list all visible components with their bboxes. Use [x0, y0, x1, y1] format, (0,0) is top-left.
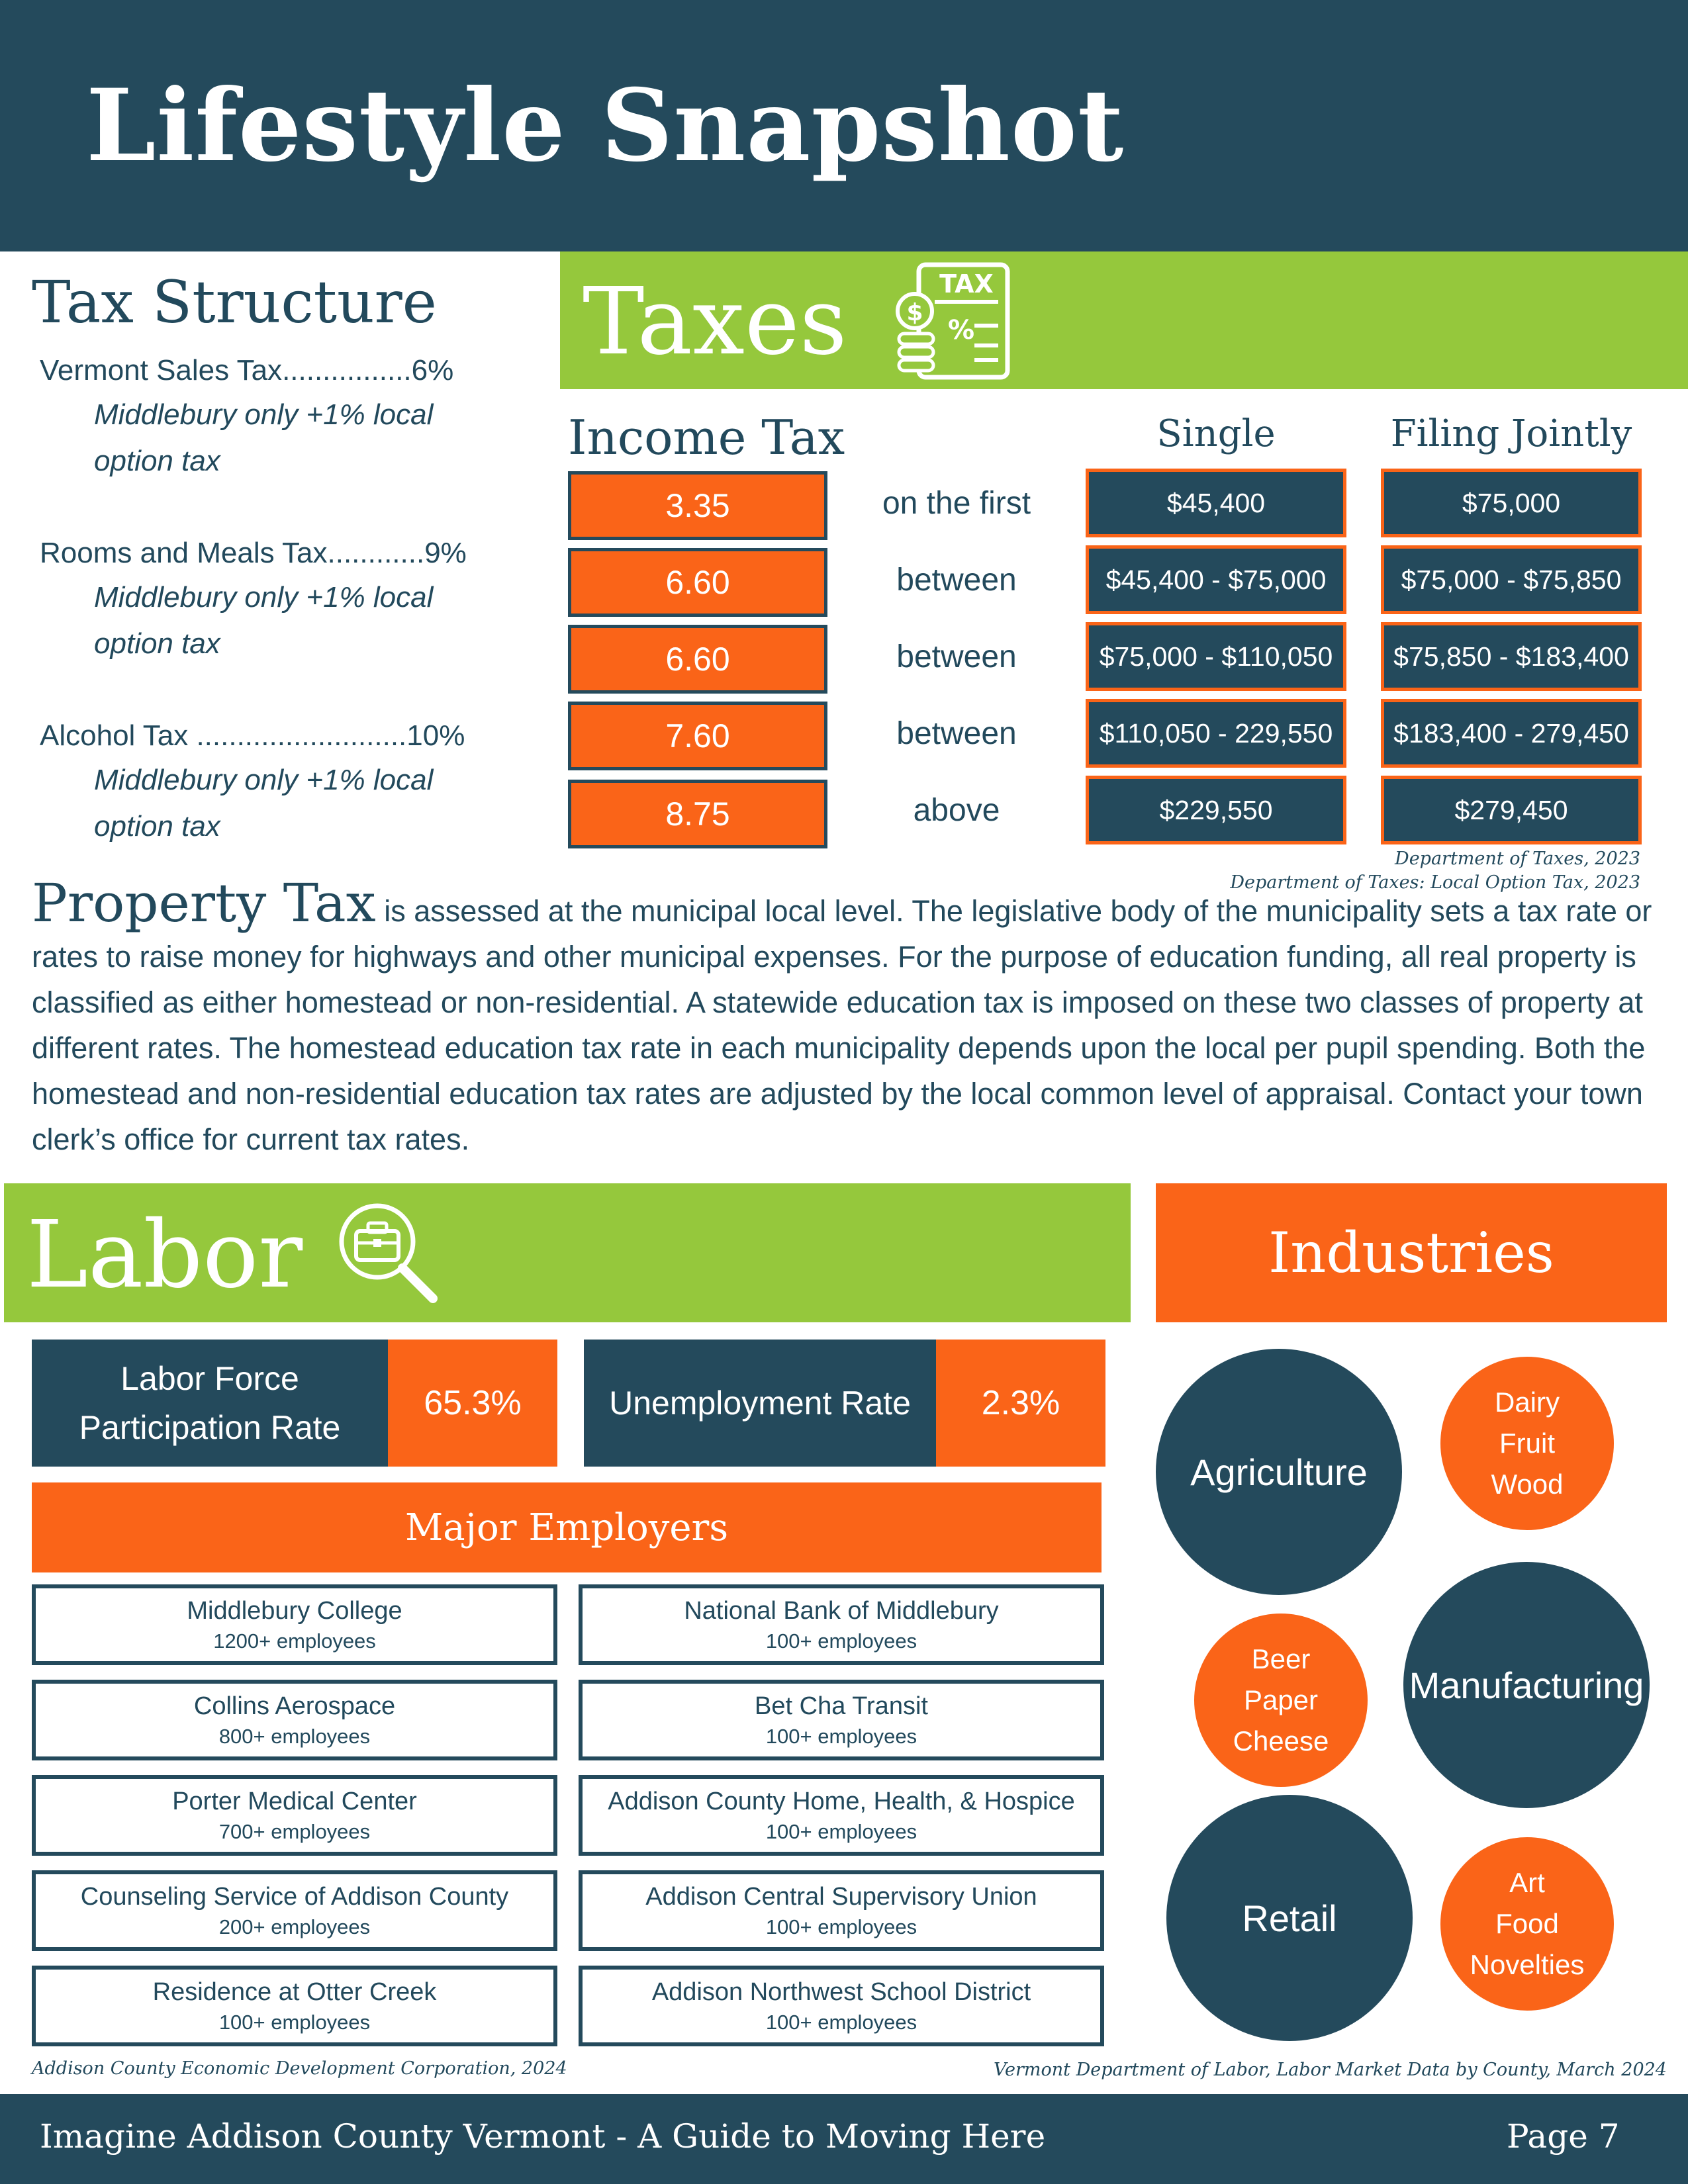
agriculture-item: Dairy: [1494, 1387, 1560, 1418]
retail-products-circle: [1440, 1837, 1614, 2011]
agriculture-circle: [1156, 1349, 1402, 1595]
employer-count: 1200+ employees: [213, 1629, 376, 1653]
sales-tax-line: [40, 352, 510, 389]
page-title: Lifestyle Snapshot: [86, 68, 1125, 184]
employer-card: [32, 1680, 557, 1760]
alcohol-tax-note-2: option tax: [94, 810, 220, 842]
unemployment-rate-label: Unemployment Rate: [584, 1340, 936, 1467]
labor-participation-label-line-2: Participation Rate: [79, 1409, 341, 1446]
manufacturing-item: Cheese: [1233, 1725, 1329, 1756]
industries-banner: Industries: [1156, 1183, 1667, 1322]
employer-card: [32, 1775, 557, 1856]
single-amount-box: $229,550: [1086, 776, 1346, 844]
employer-name: Middlebury College: [187, 1597, 402, 1625]
single-amount-box: $45,400: [1086, 469, 1346, 537]
employer-count: 100+ employees: [765, 1915, 917, 1938]
single-column-header: Single: [1156, 412, 1276, 455]
svg-text:%: %: [947, 315, 975, 345]
income-rate-box: 6.60: [568, 548, 827, 617]
alcohol-tax-value: 10%: [406, 719, 465, 752]
employer-card: [579, 1584, 1104, 1665]
major-employers-bar: Major Employers: [32, 1482, 1102, 1572]
manufacturing-item: Paper: [1243, 1684, 1319, 1715]
employer-name: Collins Aerospace: [193, 1692, 396, 1720]
employer-count: 100+ employees: [765, 1629, 917, 1653]
rooms-meals-tax-label: Rooms and Meals Tax: [40, 537, 328, 569]
employer-name: Addison County Home, Health, & Hospice: [608, 1788, 1075, 1815]
income-tax-source-1: Department of Taxes, 2023: [1395, 848, 1640, 869]
rooms-meals-tax-value: 9%: [424, 537, 467, 569]
agriculture-item: Wood: [1491, 1469, 1564, 1500]
retail-label: Retail: [1242, 1897, 1337, 1939]
agriculture-label: Agriculture: [1190, 1451, 1368, 1493]
property-tax-paragraph: [32, 872, 1667, 1162]
employer-count: 800+ employees: [218, 1725, 371, 1748]
income-tax-title: Income Tax: [568, 410, 845, 465]
income-tax-source-2: Department of Taxes: Local Option Tax, 2023: [1230, 872, 1640, 893]
labor-participation-value: 65.3%: [388, 1340, 557, 1467]
bracket-word: between: [896, 715, 1017, 751]
employer-card: [32, 1966, 557, 2046]
single-amount-box: $75,000 - $110,050: [1086, 622, 1346, 691]
income-rate-box: 8.75: [568, 780, 827, 848]
employer-card: [32, 1870, 557, 1951]
joint-amount-box: $183,400 - 279,450: [1381, 699, 1642, 768]
employer-name: Bet Cha Transit: [755, 1692, 928, 1720]
retail-item: Art: [1509, 1867, 1545, 1898]
employer-count: 100+ employees: [765, 1725, 917, 1748]
retail-circle: [1166, 1795, 1413, 2041]
employer-name: Addison Northwest School District: [651, 1978, 1031, 2006]
alcohol-tax-line: [40, 717, 510, 754]
employer-card: [579, 1680, 1104, 1760]
joint-amount-box: $75,850 - $183,400: [1381, 622, 1642, 691]
joint-column-header: Filing Jointly: [1390, 412, 1632, 455]
joint-amount-box: $75,000: [1381, 469, 1642, 537]
income-rate-box: 3.35: [568, 471, 827, 540]
unemployment-rate-value: 2.3%: [936, 1340, 1105, 1467]
labor-participation-label-line-1: Labor Force: [120, 1360, 299, 1397]
joint-amount-box: $279,450: [1381, 776, 1642, 844]
rooms-meals-tax-dots: ............: [327, 537, 425, 569]
employer-name: Residence at Otter Creek: [152, 1978, 437, 2006]
employer-card: [579, 1966, 1104, 2046]
taxes-title: Taxes: [583, 268, 847, 376]
rooms-meals-tax-note-2: option tax: [94, 627, 220, 660]
income-rate-box: 6.60: [568, 625, 827, 694]
alcohol-tax-dots: ..........................: [188, 719, 407, 752]
sales-tax-label: Vermont Sales Tax: [40, 354, 283, 387]
labor-title: Labor: [26, 1201, 303, 1309]
labor-participation-label: [32, 1340, 388, 1467]
sales-tax-note-1: Middlebury only +1% local: [94, 398, 434, 431]
single-amount-box: $45,400 - $75,000: [1086, 545, 1346, 614]
manufacturing-circle: [1403, 1562, 1650, 1808]
employer-count: 200+ employees: [218, 1915, 371, 1938]
alcohol-tax-note-1: Middlebury only +1% local: [94, 764, 434, 796]
briefcase-search-icon: [336, 1198, 442, 1310]
employer-card: [32, 1584, 557, 1665]
industries-source: Vermont Department of Labor, Labor Market Data by County, March 2024: [994, 2060, 1667, 2080]
single-amount-box: $110,050 - 229,550: [1086, 699, 1346, 768]
agriculture-item: Fruit: [1499, 1428, 1555, 1459]
sales-tax-note-2: option tax: [94, 445, 220, 477]
employer-count: 100+ employees: [218, 2011, 371, 2034]
bracket-word: between: [896, 562, 1017, 598]
footer-title: Imagine Addison County Vermont - A Guide to Moving Here: [40, 2117, 1046, 2156]
bracket-word: on the first: [882, 485, 1031, 521]
income-rate-box: 7.60: [568, 702, 827, 770]
tax-document-icon: [895, 259, 1014, 385]
employer-count: 100+ employees: [765, 2011, 917, 2034]
employer-name: Addison Central Supervisory Union: [645, 1883, 1037, 1911]
property-tax-heading: Property Tax: [32, 872, 376, 934]
bracket-word: above: [913, 792, 1000, 828]
employer-count: 700+ employees: [218, 1820, 371, 1843]
rooms-meals-tax-note-1: Middlebury only +1% local: [94, 581, 434, 614]
retail-item: Food: [1495, 1908, 1559, 1939]
bracket-word: between: [896, 639, 1017, 674]
rooms-meals-tax-line: [40, 535, 510, 572]
employer-count: 100+ employees: [765, 1820, 917, 1843]
employer-name: National Bank of Middlebury: [684, 1597, 999, 1625]
manufacturing-products-circle: [1194, 1614, 1368, 1787]
joint-amount-box: $75,000 - $75,850: [1381, 545, 1642, 614]
tax-structure-title: Tax Structure: [32, 268, 437, 336]
employer-name: Porter Medical Center: [172, 1788, 417, 1815]
sales-tax-value: 6%: [411, 354, 454, 387]
agriculture-products-circle: [1440, 1357, 1614, 1530]
svg-text:$: $: [906, 299, 923, 326]
employer-card: [579, 1870, 1104, 1951]
manufacturing-item: Beer: [1251, 1643, 1311, 1674]
sales-tax-dots: ................: [282, 354, 412, 387]
property-tax-body: is assessed at the municipal local level. The legislative body of the municipality sets a tax rate or rates to raise money for highways and other municipal expenses. For the purpose of education funding, all real property is classified as either homestead or non-residential. A statewide education tax is imposed on these two classes of property at different rates. The homestead education tax rate in each municipality depends upon the local per pupil spending. Both the homestead and non-residential education tax rates are adjusted by the local common level of appraisal. Contact your town clerk’s office for current tax rates.: [32, 894, 1652, 1156]
page-number: Page 7: [1507, 2117, 1620, 2156]
retail-item: Novelties: [1470, 1949, 1585, 1980]
labor-source: Addison County Economic Development Corporation, 2024: [32, 2058, 567, 2079]
employer-card: [579, 1775, 1104, 1856]
employer-name: Counseling Service of Addison County: [80, 1883, 509, 1911]
manufacturing-label: Manufacturing: [1409, 1664, 1644, 1706]
alcohol-tax-label: Alcohol Tax: [40, 719, 189, 752]
tax-icon-label: TAX: [939, 269, 994, 298]
